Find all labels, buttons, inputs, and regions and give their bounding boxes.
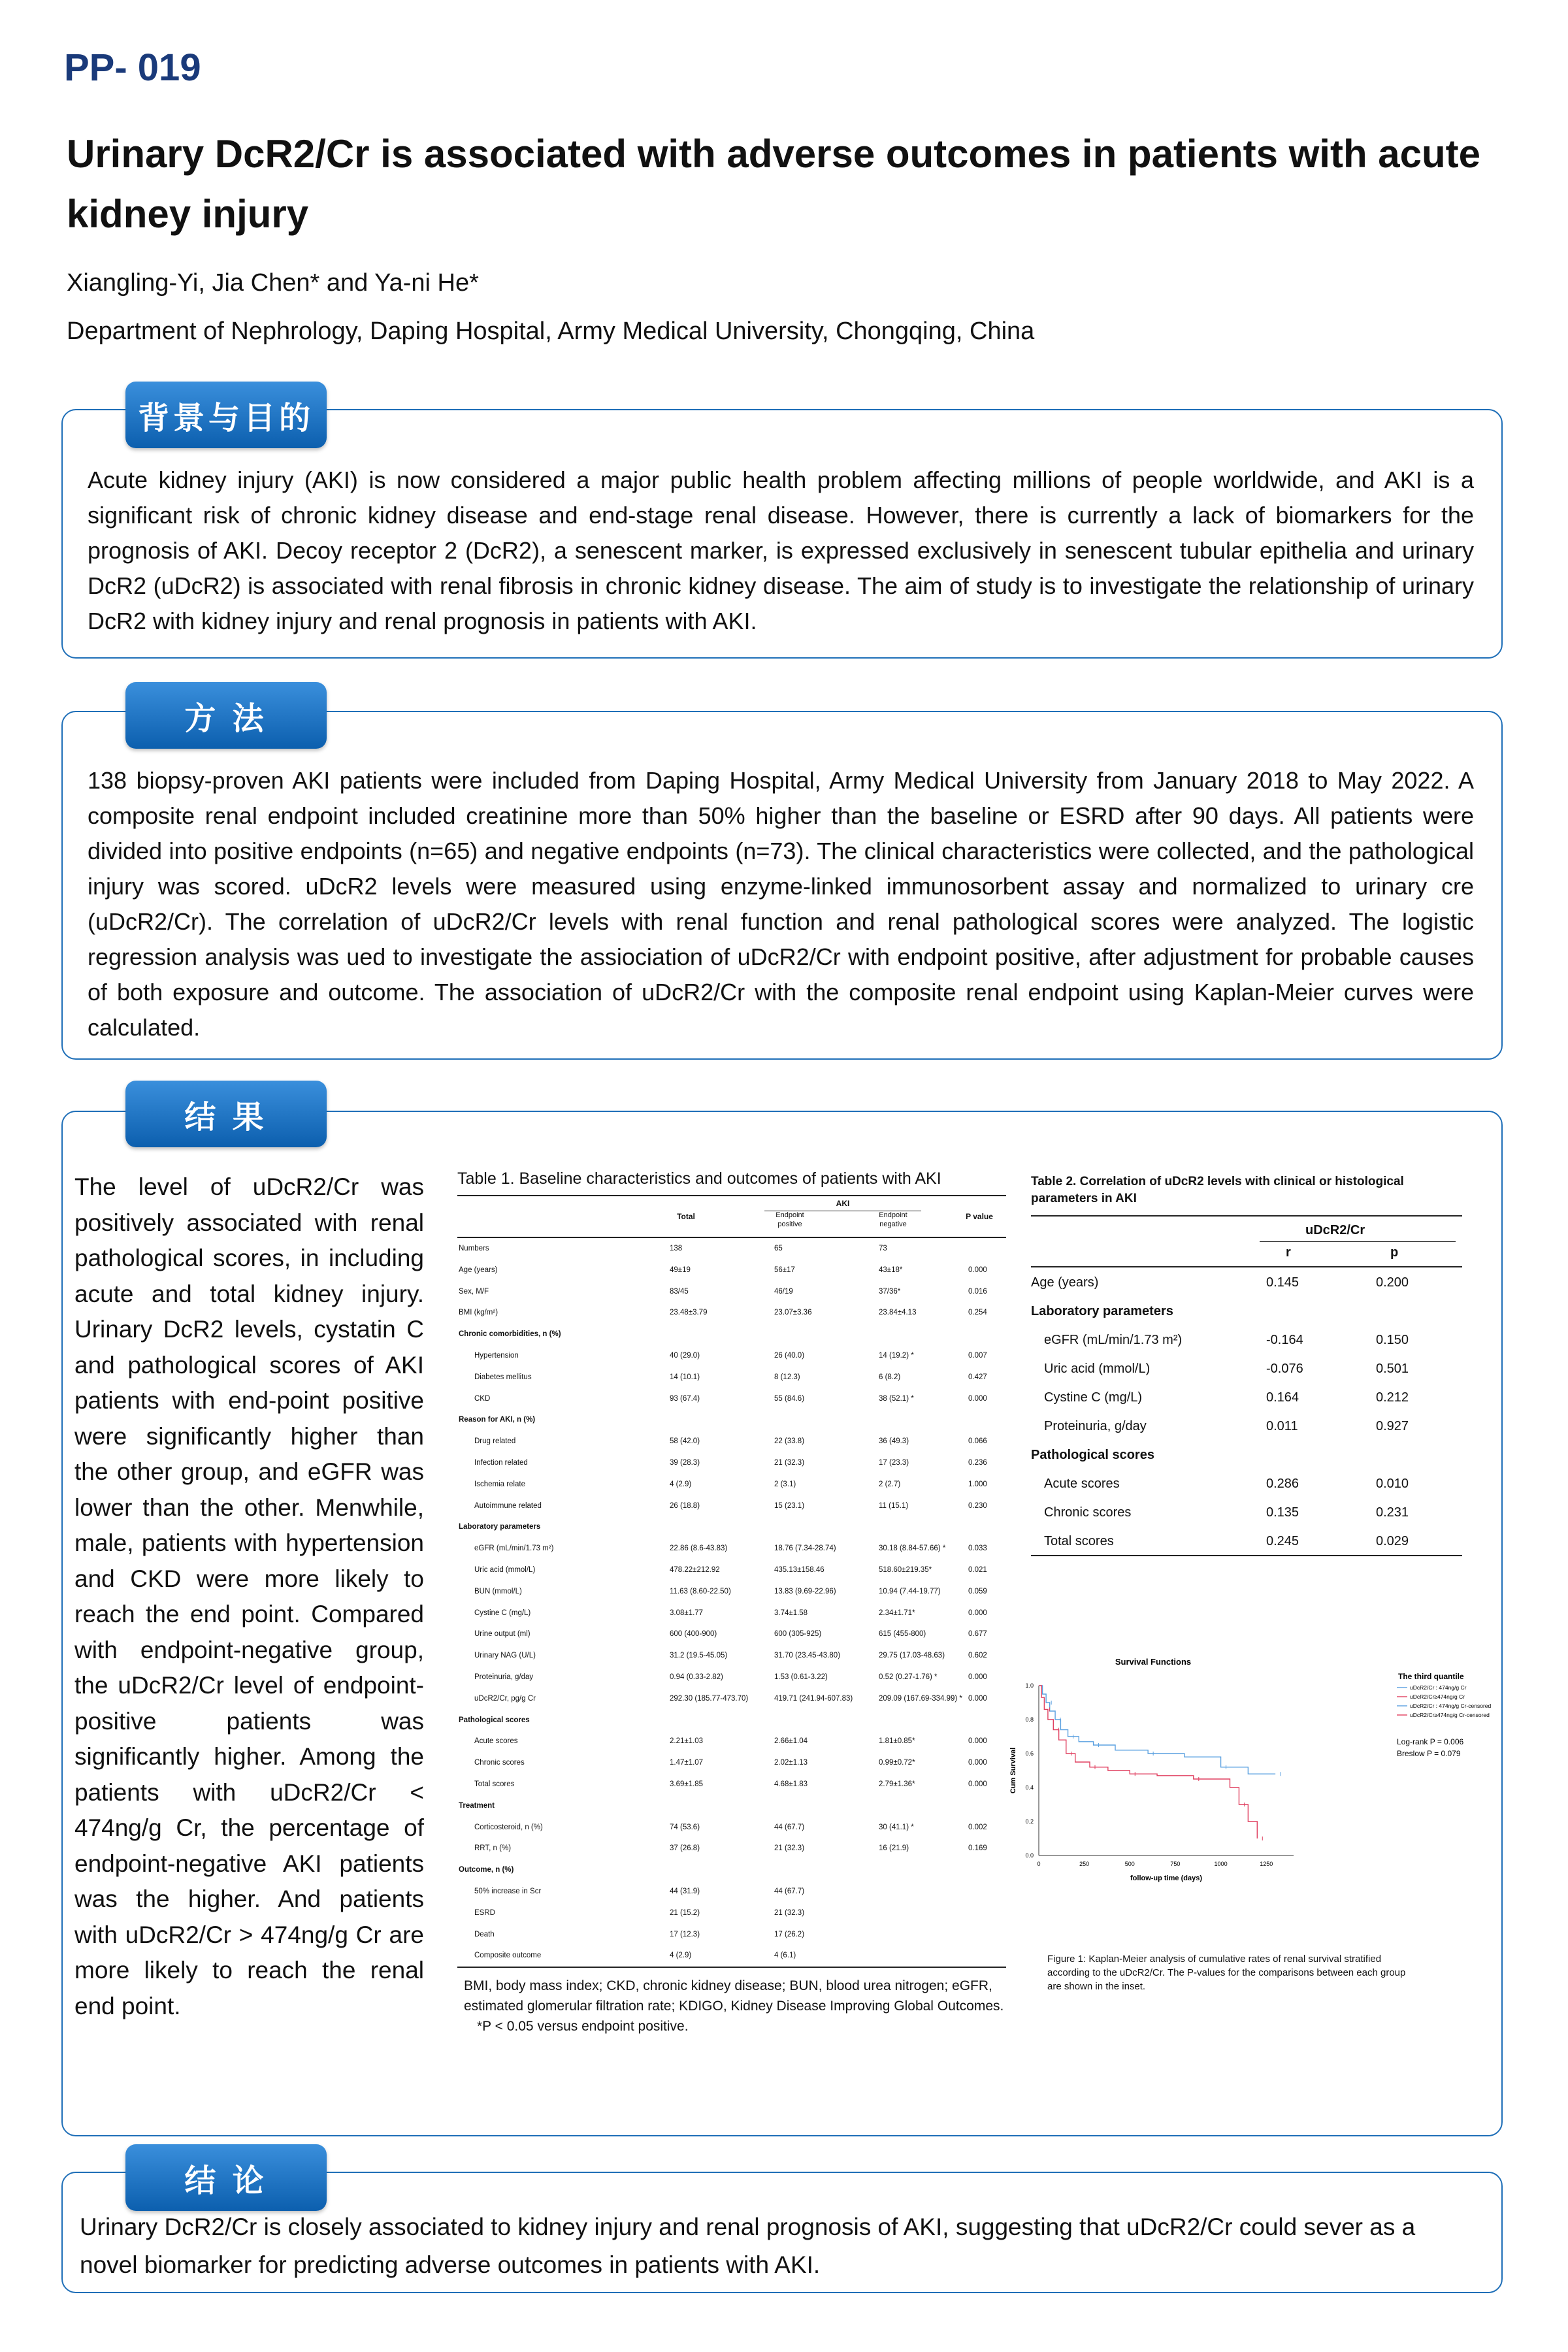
row-cell: 30.18 (8.84-57.66) * xyxy=(879,1544,946,1553)
table-1-row xyxy=(457,1667,1006,1688)
table-2-col-p: p xyxy=(1390,1245,1399,1260)
row-cell: 419.71 (241.94-607.83) xyxy=(774,1694,853,1703)
row-cell: 55 (84.6) xyxy=(774,1394,805,1403)
table-2-row xyxy=(1031,1526,1462,1555)
row-cell: 65 xyxy=(774,1245,783,1252)
row-cell: 2.34±1.71* xyxy=(879,1609,915,1617)
row-cell: 23.07±3.36 xyxy=(774,1309,812,1317)
row-cell: 43±18* xyxy=(879,1266,903,1274)
row-cell: 0.000 xyxy=(968,1394,987,1403)
y-tick-label: 1.0 xyxy=(1025,1682,1034,1689)
row-label: Treatment xyxy=(459,1801,495,1810)
row-cell: 1.81±0.85* xyxy=(879,1737,915,1746)
row-cell: 39 (28.3) xyxy=(670,1458,700,1467)
table-1-row xyxy=(457,1516,1006,1538)
legend-label: uDcR2/Cr : 474ng/g Cr xyxy=(1410,1684,1467,1691)
row-cell: 2 (3.1) xyxy=(774,1480,796,1488)
x-tick-label: 500 xyxy=(1124,1861,1135,1867)
poster-title: Urinary DcR2/Cr is associated with adverse outcomes in patients with acute kidney injury xyxy=(67,132,1481,236)
row-cell: 93 (67.4) xyxy=(670,1394,700,1403)
row-cell: 21 (32.3) xyxy=(774,1844,805,1853)
poster-id: PP- 019 xyxy=(64,46,201,89)
methods-heading: 方 法 xyxy=(125,682,327,749)
row-cell: 0.230 xyxy=(968,1501,987,1510)
x-tick-label: 250 xyxy=(1079,1861,1090,1867)
conclusion-text: Urinary DcR2/Cr is closely associated to kidney injury and renal prognosis of AKI, suggesting that uDcR2/Cr could sever as a novel biomarker for predicting adverse outcomes in patients with AKI. xyxy=(80,2213,1416,2278)
row-cell: 31.70 (23.45-43.80) xyxy=(774,1652,841,1660)
row-label: Ischemia relate xyxy=(474,1480,525,1488)
row-label: Laboratory parameters xyxy=(459,1523,541,1531)
row-cell: 615 (455-800) xyxy=(879,1630,926,1639)
table-1-row xyxy=(457,1281,1006,1303)
table-1-row xyxy=(457,1859,1006,1881)
row-label: Uric acid (mmol/L) xyxy=(1044,1362,1151,1376)
table-1-row xyxy=(457,1560,1006,1581)
row-cell: 138 xyxy=(670,1245,683,1252)
table-2-col-r: r xyxy=(1286,1245,1291,1260)
table-1-header xyxy=(457,1196,1006,1237)
row-label: Sex, M/F xyxy=(459,1287,489,1296)
table-1-row xyxy=(457,1367,1006,1388)
table-1-row xyxy=(457,1388,1006,1410)
row-cell: 0.002 xyxy=(968,1823,987,1831)
row-cell: 2.02±1.13 xyxy=(774,1759,808,1767)
row-cell: 4 (2.9) xyxy=(670,1952,692,1960)
legend-label: uDcR2/Cr≥474ng/g Cr xyxy=(1410,1693,1465,1700)
row-cell: 0.021 xyxy=(968,1565,987,1574)
table-2 xyxy=(1031,1173,1462,1556)
row-label: BUN (mmol/L) xyxy=(474,1587,522,1595)
row-cell: 17 (12.3) xyxy=(670,1930,700,1938)
row-label: Age (years) xyxy=(459,1266,498,1274)
row-cell: 600 (305-925) xyxy=(774,1630,822,1639)
row-label: Urine output (ml) xyxy=(474,1630,531,1639)
row-cell: -0.164 xyxy=(1266,1333,1303,1347)
chart-title: Survival Functions xyxy=(1115,1657,1192,1667)
results-heading: 结 果 xyxy=(125,1081,327,1147)
table-1-row xyxy=(457,1774,1006,1795)
table-1-footnote-p: *P < 0.05 versus endpoint positive. xyxy=(477,2019,689,2034)
row-cell: 0.000 xyxy=(968,1780,987,1788)
row-label: ESRD xyxy=(474,1908,495,1917)
row-cell: 6 (8.2) xyxy=(879,1373,901,1381)
table-1-row xyxy=(457,1474,1006,1495)
row-label: BMI (kg/m²) xyxy=(459,1309,498,1317)
row-cell: 0.000 xyxy=(968,1759,987,1767)
figure-1-caption: Figure 1: Kaplan-Meier analysis of cumulative rates of renal survival stratified according to the uDcR2/Cr. The P-values for the comparisons between each group are shown in the inset. xyxy=(1047,1953,1406,1992)
table-1-row xyxy=(457,1603,1006,1624)
row-cell: 0.029 xyxy=(1376,1534,1409,1548)
col-aki: AKI xyxy=(836,1199,850,1208)
table-1-row xyxy=(457,1495,1006,1517)
row-cell: 21 (32.3) xyxy=(774,1908,805,1917)
row-cell: 40 (29.0) xyxy=(670,1351,700,1360)
row-cell: 0.066 xyxy=(968,1437,987,1446)
table-1-row xyxy=(457,1817,1006,1838)
x-tick-label: 1250 xyxy=(1260,1861,1273,1867)
row-label: Drug related xyxy=(474,1437,516,1446)
stat-label: Breslow P = 0.079 xyxy=(1397,1749,1461,1758)
row-label: eGFR (mL/min/1.73 m²) xyxy=(474,1544,554,1553)
table-1-row xyxy=(457,1624,1006,1645)
authors: Xiangling-Yi, Jia Chen* and Ya-ni He* xyxy=(67,269,479,297)
table-2-row xyxy=(1031,1469,1462,1497)
table-1-row xyxy=(457,1538,1006,1560)
row-cell: 2 (2.7) xyxy=(879,1480,901,1488)
table-1-row xyxy=(457,1881,1006,1903)
row-cell: 435.13±158.46 xyxy=(774,1565,825,1574)
x-tick-label: 0 xyxy=(1037,1861,1041,1867)
row-cell: 0.200 xyxy=(1376,1275,1409,1290)
row-label: Numbers xyxy=(459,1245,489,1252)
row-cell: 13.83 (9.69-22.96) xyxy=(774,1587,836,1595)
table-1-row xyxy=(457,1324,1006,1345)
row-label: Hypertension xyxy=(474,1351,519,1360)
col-p-value: P value xyxy=(966,1212,993,1221)
row-cell: 0.164 xyxy=(1266,1390,1299,1405)
row-label: Proteinuria, g/day xyxy=(1044,1419,1147,1433)
row-label: Chronic comorbidities, n (%) xyxy=(459,1330,561,1339)
table-1-row xyxy=(457,1945,1006,1967)
row-cell: 37/36* xyxy=(879,1287,901,1296)
row-cell: 83/45 xyxy=(670,1287,689,1296)
row-cell: 0.011 xyxy=(1266,1419,1298,1433)
table-1-row xyxy=(457,1924,1006,1946)
conclusion-heading: 结 论 xyxy=(125,2144,327,2211)
stat-label: Log-rank P = 0.006 xyxy=(1397,1737,1464,1746)
row-cell: 0.99±0.72* xyxy=(879,1759,915,1767)
row-cell: 26 (40.0) xyxy=(774,1351,805,1360)
km-series-line xyxy=(1039,1686,1275,1774)
row-cell: 49±19 xyxy=(670,1266,691,1274)
row-cell: 22 (33.8) xyxy=(774,1437,805,1446)
row-cell: 0.677 xyxy=(968,1630,987,1639)
background-heading: 背景与目的 xyxy=(125,382,327,448)
table-1-row xyxy=(457,1452,1006,1474)
table-2-row xyxy=(1031,1440,1462,1469)
table-1-row xyxy=(457,1581,1006,1603)
table-1-row xyxy=(457,1688,1006,1710)
col-total: Total xyxy=(677,1212,695,1221)
row-cell: 600 (400-900) xyxy=(670,1630,717,1639)
col-endpoint-negative: Endpoint negative xyxy=(879,1211,907,1228)
row-cell: 23.84±4.13 xyxy=(879,1309,917,1317)
table-1-row xyxy=(457,1838,1006,1859)
table-2-row xyxy=(1031,1267,1462,1296)
row-label: Acute scores xyxy=(474,1737,518,1746)
table-1-row xyxy=(457,1710,1006,1731)
legend-label: uDcR2/Cr : 474ng/g Cr-censored xyxy=(1410,1703,1492,1709)
row-cell: 0.150 xyxy=(1376,1333,1409,1347)
row-cell: 74 (53.6) xyxy=(670,1823,700,1831)
row-cell: 3.08±1.77 xyxy=(670,1609,704,1617)
row-cell: 0.245 xyxy=(1266,1534,1299,1548)
legend-label: uDcR2/Cr≥474ng/g Cr-censored xyxy=(1410,1712,1490,1718)
row-cell: 17 (26.2) xyxy=(774,1930,805,1938)
methods-text: 138 biopsy-proven AKI patients were included from Daping Hospital, Army Medical University from January 2018 to May 2022. A composite renal endpoint included creatinine more than 50% higher than the baseline or ESRD after 90 days. All patients were divided into positive endpoints (n=65) and negative endpoints (n=73). The clinical characteristics were collected, and the pathological injury was scored. uDcR2 levels were measured using enzyme-linked immunosorbent assay and normalized to urinary cre (uDcR2/Cr). The correlation of uDcR2/Cr levels with renal function and renal pathological scores were analyzed. The logistic regression analysis was ued to investigate the assiociation of uDcR2/Cr with endpoint positive, after adjustment for probable causes of both exposure and outcome. The association of uDcR2/Cr with the composite renal endpoint using Kaplan-Meier curves were calculated. xyxy=(88,767,1474,1041)
row-label: Autoimmune related xyxy=(474,1501,542,1510)
row-cell: 0.000 xyxy=(968,1694,987,1703)
row-label: Total scores xyxy=(1044,1534,1114,1548)
row-label: Diabetes mellitus xyxy=(474,1373,532,1381)
row-cell: 14 (19.2) * xyxy=(879,1351,914,1360)
legend-title: The third quantile xyxy=(1398,1672,1464,1681)
row-cell: 0.52 (0.27-1.76) * xyxy=(879,1673,938,1681)
row-label: Reason for AKI, n (%) xyxy=(459,1416,536,1424)
table-1 xyxy=(457,1169,1006,2036)
table-2-row xyxy=(1031,1296,1462,1325)
row-label: uDcR2/Cr, pg/g Cr xyxy=(474,1694,536,1703)
x-axis-label: follow-up time (days) xyxy=(1130,1874,1202,1882)
km-series-line xyxy=(1039,1686,1257,1838)
table-1-row xyxy=(457,1645,1006,1667)
y-tick-label: 0.4 xyxy=(1025,1784,1034,1791)
table-1-row xyxy=(457,1409,1006,1431)
row-label: Laboratory parameters xyxy=(1031,1304,1173,1318)
row-cell: 38 (52.1) * xyxy=(879,1394,914,1403)
row-cell: 0.010 xyxy=(1376,1477,1409,1491)
results-text: The level of uDcR2/Cr was positively associated with renal pathological scores, in including acute and total kidney injury. Urinary DcR2 levels, cystatin C and pathological scores of AKI patients with end-point positive were significantly higher than the other group, and eGFR was lower than the other. Menwhile, male, patients with hypertension and CKD were more likely to reach the end point. Compared with endpoint-negative group, the uDcR2/Cr level of endpoint-positive patients was significantly higher. Among the patients with uDcR2/Cr < 474ng/g Cr, the percentage of endpoint-negative AKI patients was the higher. And patients with uDcR2/Cr > 474ng/g Cr are more likely to reach the renal end point. xyxy=(74,1173,424,2019)
row-cell: 22.86 (8.6-43.83) xyxy=(670,1544,728,1553)
row-label: Proteinuria, g/day xyxy=(474,1673,534,1681)
row-cell: 3.74±1.58 xyxy=(774,1609,808,1617)
row-cell: 0.007 xyxy=(968,1351,987,1360)
background-text: Acute kidney injury (AKI) is now considered a major public health problem affecting millions of people worldwide, and AKI is a significant risk of chronic kidney disease and end-stage renal disease. However, there is currently a lack of biomarkers for the prognosis of AKI. Decoy receptor 2 (DcR2), a senescent marker, is expressed exclusively in senescent tubular epithelia and urinary DcR2 (uDcR2) is associated with renal fibrosis in chronic kidney disease. The aim of study is to investigate the relationship of urinary DcR2 with kidney injury and renal prognosis in patients with AKI. xyxy=(88,466,1474,634)
row-label: Outcome, n (%) xyxy=(459,1866,514,1874)
row-cell: -0.076 xyxy=(1266,1362,1303,1376)
row-cell: 0.135 xyxy=(1266,1505,1299,1520)
row-cell: 36 (49.3) xyxy=(879,1437,909,1446)
kaplan-meier-chart xyxy=(1006,1646,1503,1986)
row-cell: 0.000 xyxy=(968,1609,987,1617)
row-cell: 18.76 (7.34-28.74) xyxy=(774,1544,836,1553)
table-1-caption: Table 1. Baseline characteristics and outcomes of patients with AKI xyxy=(457,1169,941,1188)
row-cell: 209.09 (167.69-334.99) * xyxy=(879,1694,962,1703)
row-cell: 0.169 xyxy=(968,1844,987,1853)
row-cell: 21 (32.3) xyxy=(774,1458,805,1467)
row-cell: 0.602 xyxy=(968,1652,987,1660)
table-2-row xyxy=(1031,1325,1462,1354)
row-cell: 58 (42.0) xyxy=(670,1437,700,1446)
department: Department of Nephrology, Daping Hospital, Army Medical University, Chongqing, China xyxy=(67,318,1035,345)
row-label: Composite outcome xyxy=(474,1952,542,1960)
row-cell: 1.000 xyxy=(968,1480,987,1488)
table-1-footnote-abbrev: BMI, body mass index; CKD, chronic kidney disease; BUN, blood urea nitrogen; eGFR, estimated glomerular filtration rate; KDIGO, Kidney Disease Improving Global Outcomes. xyxy=(464,1978,1004,2014)
row-cell: 11 (15.1) xyxy=(879,1501,909,1510)
row-cell: 10.94 (7.44-19.77) xyxy=(879,1587,941,1595)
row-cell: 0.000 xyxy=(968,1673,987,1681)
table-2-col-group: uDcR2/Cr xyxy=(1305,1223,1365,1237)
row-cell: 0.427 xyxy=(968,1373,987,1381)
row-cell: 30 (41.1) * xyxy=(879,1823,914,1831)
row-cell: 2.21±1.03 xyxy=(670,1737,704,1746)
row-label: Chronic scores xyxy=(474,1759,525,1767)
col-endpoint-positive: Endpoint positive xyxy=(776,1211,804,1228)
row-cell: 0.212 xyxy=(1376,1390,1409,1405)
row-label: Cystine C (mg/L) xyxy=(474,1609,531,1617)
row-label: Death xyxy=(474,1930,495,1938)
table-1-row xyxy=(457,1795,1006,1817)
row-cell: 0.236 xyxy=(968,1458,987,1467)
row-cell: 2.66±1.04 xyxy=(774,1737,808,1746)
row-label: CKD xyxy=(474,1394,491,1403)
row-cell: 0.94 (0.33-2.82) xyxy=(670,1673,723,1681)
row-cell: 16 (21.9) xyxy=(879,1844,909,1853)
row-cell: 73 xyxy=(879,1245,887,1252)
row-cell: 56±17 xyxy=(774,1266,795,1274)
row-label: Total scores xyxy=(474,1780,515,1788)
table-1-row xyxy=(457,1903,1006,1924)
row-label: Cystine C (mg/L) xyxy=(1044,1390,1143,1405)
row-label: eGFR (mL/min/1.73 m²) xyxy=(1044,1333,1183,1347)
row-cell: 15 (23.1) xyxy=(774,1501,805,1510)
row-cell: 26 (18.8) xyxy=(670,1501,700,1510)
row-cell: 44 (67.7) xyxy=(774,1887,805,1895)
table-1-row xyxy=(457,1752,1006,1774)
row-cell: 4 (6.1) xyxy=(774,1952,796,1960)
row-cell: 0.000 xyxy=(968,1266,987,1274)
row-cell: 44 (31.9) xyxy=(670,1887,700,1895)
row-cell: 46/19 xyxy=(774,1287,793,1296)
row-label: 50% increase in Scr xyxy=(474,1887,542,1895)
row-label: Age (years) xyxy=(1031,1275,1099,1290)
table-1-footnote xyxy=(457,1976,1006,2036)
y-axis-label: Cum Survival xyxy=(1009,1747,1017,1794)
table-1-body xyxy=(457,1238,1006,1967)
row-label: Pathological scores xyxy=(1031,1448,1154,1462)
row-label: Corticosteroid, n (%) xyxy=(474,1823,543,1831)
row-label: Urinary NAG (U/L) xyxy=(474,1652,536,1660)
row-cell: 23.48±3.79 xyxy=(670,1309,708,1317)
row-cell: 1.53 (0.61-3.22) xyxy=(774,1673,828,1681)
row-cell: 0.231 xyxy=(1376,1505,1409,1520)
row-cell: 0.016 xyxy=(968,1287,987,1296)
table-1-row xyxy=(457,1238,1006,1260)
y-tick-label: 0.0 xyxy=(1025,1852,1034,1859)
row-cell: 2.79±1.36* xyxy=(879,1780,915,1788)
row-cell: 37 (26.8) xyxy=(670,1844,700,1853)
row-cell: 0.254 xyxy=(968,1309,987,1317)
row-cell: 478.22±212.92 xyxy=(670,1565,720,1574)
table-2-row xyxy=(1031,1497,1462,1526)
row-cell: 3.69±1.85 xyxy=(670,1780,704,1788)
row-cell: 0.286 xyxy=(1266,1477,1299,1491)
y-tick-label: 0.8 xyxy=(1025,1716,1034,1723)
row-cell: 4.68±1.83 xyxy=(774,1780,808,1788)
row-cell: 292.30 (185.77-473.70) xyxy=(670,1694,749,1703)
row-cell: 0.927 xyxy=(1376,1419,1409,1433)
table-2-body xyxy=(1031,1267,1462,1555)
table-1-row xyxy=(457,1302,1006,1324)
row-cell: 4 (2.9) xyxy=(670,1480,692,1488)
row-label: Infection related xyxy=(474,1458,528,1467)
row-cell: 0.033 xyxy=(968,1544,987,1553)
row-label: Pathological scores xyxy=(459,1716,530,1724)
row-cell: 0.059 xyxy=(968,1587,987,1595)
row-cell: 11.63 (8.60-22.50) xyxy=(670,1587,731,1595)
row-cell: 21 (15.2) xyxy=(670,1908,700,1917)
table-2-caption: Table 2. Correlation of uDcR2 levels with clinical or histological parameters in AKI xyxy=(1031,1175,1404,1205)
y-tick-label: 0.2 xyxy=(1025,1818,1034,1825)
row-cell: 0.145 xyxy=(1266,1275,1299,1290)
row-cell: 8 (12.3) xyxy=(774,1373,800,1381)
row-cell: 44 (67.7) xyxy=(774,1823,805,1831)
row-cell: 31.2 (19.5-45.05) xyxy=(670,1652,728,1660)
row-cell: 0.000 xyxy=(968,1737,987,1746)
x-tick-label: 1000 xyxy=(1214,1861,1228,1867)
row-cell: 0.501 xyxy=(1376,1362,1409,1376)
row-label: RRT, n (%) xyxy=(474,1844,512,1853)
km-svg xyxy=(1006,1646,1503,1953)
table-1-row xyxy=(457,1731,1006,1752)
table-1-row xyxy=(457,1345,1006,1367)
row-cell: 518.60±219.35* xyxy=(879,1565,932,1574)
row-label: Chronic scores xyxy=(1044,1505,1132,1520)
table-1-row xyxy=(457,1260,1006,1281)
x-tick-label: 750 xyxy=(1170,1861,1181,1867)
table-2-row xyxy=(1031,1382,1462,1411)
row-label: Uric acid (mmol/L) xyxy=(474,1565,536,1574)
row-cell: 29.75 (17.03-48.63) xyxy=(879,1652,945,1660)
row-label: Acute scores xyxy=(1044,1477,1120,1491)
table-2-row xyxy=(1031,1411,1462,1440)
table-2-row xyxy=(1031,1354,1462,1382)
row-cell: 14 (10.1) xyxy=(670,1373,700,1381)
table-1-row xyxy=(457,1431,1006,1452)
row-cell: 1.47±1.07 xyxy=(670,1759,704,1767)
row-cell: 17 (23.3) xyxy=(879,1458,909,1467)
y-tick-label: 0.6 xyxy=(1025,1750,1034,1757)
